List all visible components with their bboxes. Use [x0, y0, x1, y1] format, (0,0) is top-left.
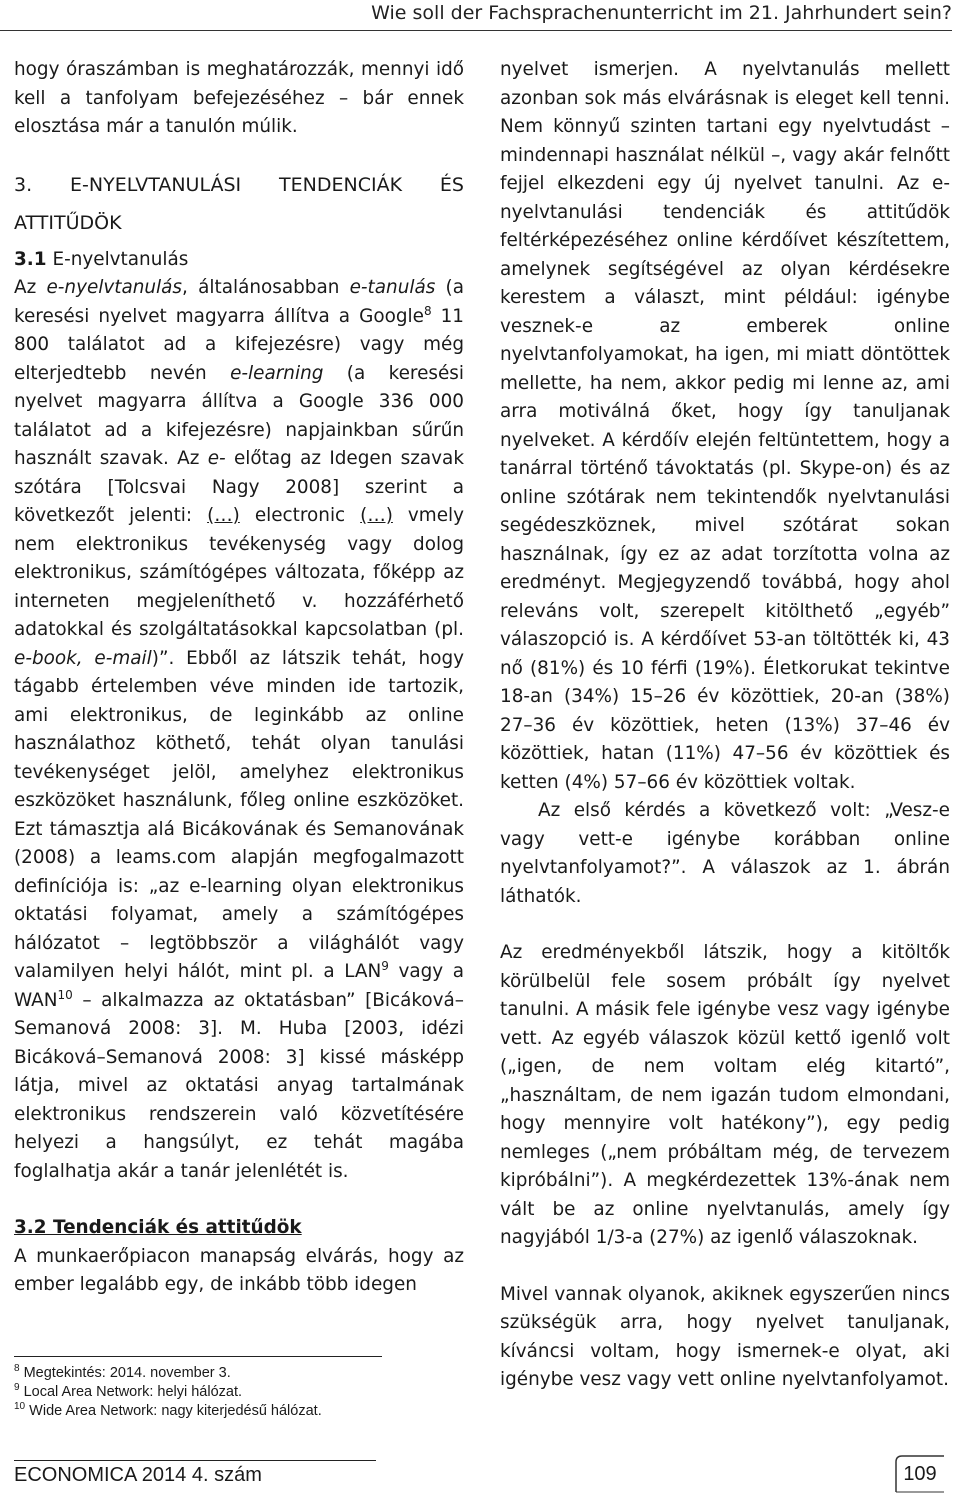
footnote-10	[14, 1402, 464, 1421]
running-header	[0, 0, 952, 31]
footnotes	[14, 1364, 464, 1421]
text-run: )”. Ebből az látszik tehát, hogy tágabb értelemben véve minden ide tartozik, ami elektronikus, de leginkább az online használathoz köthető, tehát olyan tanulási tevékenységet jelöl, amelyhez elektronikus eszközöket használunk, főleg online eszközöket. Ezt támasztja alá Bicákovának és Semanovának (2008) a leams.com alapján megfogalmazott definíciója is: „az e-learning olyan elektronikus oktatási folyamat, amely a számítógépes hálózatot – legtöbbször a világhálót vagy valamilyen helyi hálót, mint pl. a LAN	[14, 647, 464, 982]
footnote-number: 9	[14, 1382, 20, 1394]
subsection-3-1-number: 3.1	[14, 248, 47, 270]
term-e-prefix: e-	[207, 448, 226, 469]
text-run: Az	[14, 277, 47, 298]
first-question-paragraph: Az első kérdés a következő volt: „Vesz-e vagy vett-e igénybe korábban online nyelvtanfolyamot?”. A válaszok az 1. ábrán láthatók.	[500, 800, 950, 907]
section-3-heading-text: 3. E-NYELVTANULÁSI TENDENCIÁK ÉS ATTITŰDÖK	[14, 173, 464, 234]
ellipsis-mark: (…)	[207, 505, 240, 526]
results-paragraph: Az eredményekből látszik, hogy a kitöltők körülbelül fele sosem próbált így nyelvet tanulni. A másik fele igénybe vesz vagy igénybe vett. Az egyéb válaszok közül kettő igenlő volt („igen, de nem voltam elég kitartó”, „használtam, de nem igazán tudom elmondani, hogy mennyire volt hatékony”), egy pedig nemleges („nem próbáltam még, de tervezem kipróbálni”). A megkérdezettek 13%-ának nem vált be az online nyelvtanulás, amely így nagyjából 1/3-a (27%) az igenlő válaszoknak.	[500, 942, 950, 1248]
term-e-tanulas: e-tanulás	[349, 277, 436, 298]
e-learning-paragraph	[14, 274, 464, 1186]
text-run: (a keresési nyelvet magyarra állítva a Google 336 000 találatot ad a kifejezésre) napjainkban sűrűn használt szavak. Az	[14, 362, 464, 469]
text-run: electronic	[239, 505, 361, 526]
ellipsis-mark: (…)	[360, 505, 393, 526]
footer-divider	[14, 1460, 376, 1461]
text-run: (a keresési nyelvet magyarra állítva a Google	[14, 277, 464, 327]
footnote-ref-10: 10	[57, 987, 73, 1002]
survey-paragraph: nyelvet ismerjen. A nyelvtanulás mellett azonban sok más elvárásnak is eleget kell tenni. Nem könnyű szinten tartani egy nyelvtudást – mindennapi használat nélkül –, vagy akár felnőtt fejjel elkezdeni egy új nyelvet tanulni. Az e-nyelvtanulási tendenciák és attitűdök feltérképezéséhez online kérdőívet készítettem, amelynek segítségével az olyan kérdésekre kerestem a választ, mint például: igénybe vesznek-e az emberek online nyelvtanfolyamokat, ha igen, mi miatt döntöttek mellette, ha nem, akkor pedig mi lenne az, ami arra motiválná őket, hogy így tanuljanak nyelveket. A kérdőív elején feltüntettem, hogy a tanárral történő távoktatás (pl. Skype-on) és az online szótárak nem tekintendők nyelvtanulási segédeszköznek, mivel szótárat sokan használnak, így ez az adat torzította volna az eredményt. Megjegyzendő továbbá, hogy ahol releváns volt, szerepelt kitölthető „egyéb” válaszopció is. A kérdőívet 53-an töltötték ki, 43 nő (81%) és 10 férfi (19%). Életkorukat tekintve 18-an (34%) 15–26 év közöttiek, 20-an (38%) 27–36 év közöttiek, heten (13%) 37–46 év közöttiek, hatan (11%) 47–56 év közöttiek és ketten (4%) 57–66 év közöttiek voltak.	[500, 59, 950, 793]
example-terms: e-book, e-mail	[14, 647, 152, 669]
footnote-9	[14, 1383, 464, 1402]
section-3-heading	[14, 166, 464, 242]
subsection-3-2-heading	[14, 1214, 464, 1243]
text-run: 11 800 találatot ad a kifejezésre) vagy még elterjedtebb nevén	[14, 305, 465, 384]
intro-paragraph: hogy óraszámban is meghatározzák, mennyi idő kell a tanfolyam befejezéséhez – bár ennek elosztása már a tanulón múlik.	[14, 59, 464, 137]
subsection-3-2-title: 3.2 Tendenciák és attitűdök	[14, 1217, 302, 1238]
page-number: 109	[903, 1463, 937, 1485]
text-run: vmely nem elektronikus tevékenység vagy dolog elektronikus, számítógépes változata, főképp az interneten megjeleníthető v. hozzáférhető adatokkal és szolgáltatásokkal kapcsolatban (pl.	[14, 505, 464, 640]
footnote-text: Local Area Network: helyi hálózat.	[23, 1384, 243, 1400]
text-run: , általánosabban	[182, 277, 350, 298]
text-run: vagy a WAN	[14, 961, 464, 1011]
tendencies-paragraph: A munkaerőpiacon manapság elvárás, hogy az ember legalább egy, de inkább több idegen	[14, 1245, 464, 1295]
footnote-8	[14, 1364, 464, 1383]
footnote-text: Wide Area Network: nagy kiterjedésű hálózat.	[29, 1403, 322, 1419]
running-header-title: Wie soll der Fachsprachenunterricht im 21. Jahrhundert sein?	[371, 2, 952, 24]
footnote-text: Megtekintés: 2014. november 3.	[23, 1365, 231, 1381]
footnote-divider	[14, 1356, 382, 1357]
right-column	[500, 56, 950, 1395]
subsection-3-1-heading	[14, 246, 464, 275]
footnote-ref-9: 9	[381, 958, 389, 973]
footnote-number: 10	[14, 1401, 26, 1413]
footer-page-number	[892, 1452, 948, 1496]
term-e-learning: e-learning	[230, 362, 324, 384]
acquaintances-paragraph: Mivel vannak olyanok, akiknek egyszerűen nincs szükségük arra, hogy nyelvet tanuljanak, kíváncsi voltam, hogy ismernek-e olyat, aki igénybe vesz vagy vett online nyelvtanfolyamot.	[500, 1283, 950, 1390]
subsection-3-1-title: E-nyelvtanulás	[52, 248, 189, 270]
footer-journal: ECONOMICA 2014 4. szám	[14, 1464, 262, 1486]
left-column	[14, 56, 464, 1300]
footnote-number: 8	[14, 1363, 20, 1375]
text-run: – alkalmazza az oktatásban” [Bicáková–Semanová 2008: 3]. M. Huba [2003, idézi Bicáková–Semanová 2008: 3] kissé másképp látja, mivel az oktatási anyag tartalmának elektronikus rendszerein való közvetítésére helyezi a hangsúlyt, ez tehát magába foglalhatja akár a tanár jelenlétét is.	[14, 989, 464, 1182]
footnote-ref-8: 8	[423, 303, 432, 318]
term-e-nyelvtanulas: e-nyelvtanulás	[46, 277, 183, 298]
text-run: előtag az Idegen szavak szótára [Tolcsvai Nagy 2008] szerint a következőt jelenti:	[14, 448, 464, 526]
